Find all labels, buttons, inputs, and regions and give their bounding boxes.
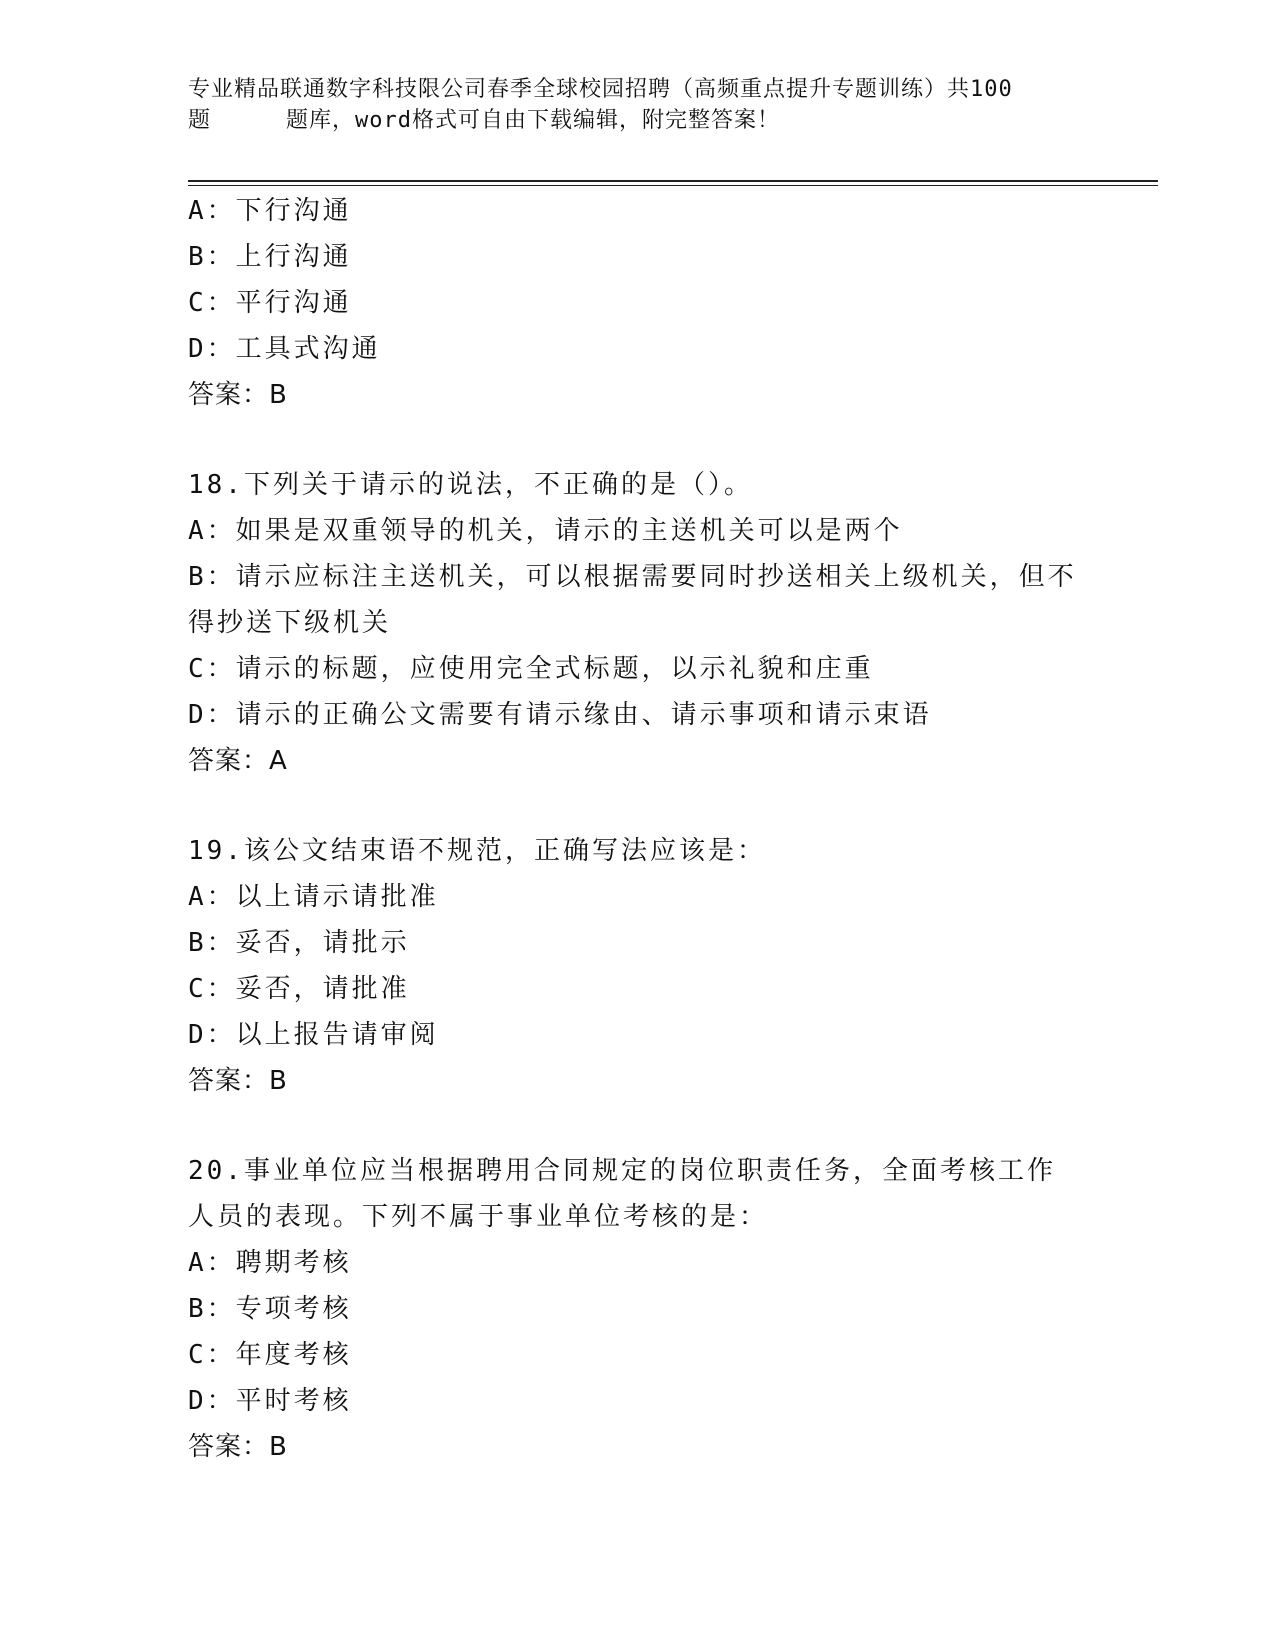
- header-title-line1: 专业精品联通数字科技限公司春季全球校园招聘（高频重点提升专题训练）共100: [188, 77, 1013, 102]
- question-text: 19.该公文结束语不规范，正确写法应该是：: [188, 836, 766, 866]
- question-text: 20.事业单位应当根据聘用合同规定的岗位职责任务，全面考核工作人员的表现。下列不属于事业单位考核的是：: [188, 1156, 1056, 1232]
- answer: 答案：B: [188, 1432, 288, 1462]
- option-b: B：请示应标注主送机关，可以根据需要同时抄送相关上级机关，但不得抄送下级机关: [188, 562, 1077, 638]
- option-a: A：聘期考核: [188, 1248, 352, 1278]
- option-b: B：妥否，请批示: [188, 928, 410, 958]
- option-c: C：年度考核: [188, 1340, 352, 1370]
- option-c: C：妥否，请批准: [188, 974, 410, 1004]
- header-rule-thin: [188, 185, 1158, 186]
- option-d: D：请示的正确公文需要有请示缘由、请示事项和请示束语: [188, 700, 932, 730]
- question-18: [188, 462, 1088, 784]
- option-d: D：平时考核: [188, 1386, 352, 1416]
- header-title-line2: [188, 105, 1088, 136]
- header-line2-lead: 题: [188, 108, 212, 133]
- option-a: A：下行沟通: [188, 196, 352, 226]
- spacer: [188, 784, 1088, 828]
- question-20: [188, 1148, 1088, 1470]
- option-b: B：专项考核: [188, 1294, 352, 1324]
- question-19: [188, 828, 1088, 1104]
- answer: 答案：B: [188, 380, 288, 410]
- question-text: 18.下列关于请示的说法，不正确的是（）。: [188, 470, 753, 500]
- option-d: D：工具式沟通: [188, 334, 381, 364]
- answer: 答案：B: [188, 1066, 288, 1096]
- question-17: [188, 188, 1088, 418]
- spacer: [188, 1104, 1088, 1148]
- header-line2-text: 题库，word格式可自由下载编辑，附完整答案！: [286, 108, 780, 133]
- option-d: D：以上报告请审阅: [188, 1020, 439, 1050]
- question-content: [188, 188, 1088, 1470]
- spacer: [188, 418, 1088, 462]
- header-rule-thick: [188, 180, 1158, 182]
- option-c: C：平行沟通: [188, 288, 352, 318]
- answer: 答案：A: [188, 746, 288, 776]
- page-header: [188, 74, 1088, 136]
- option-a: A：如果是双重领导的机关，请示的主送机关可以是两个: [188, 516, 903, 546]
- option-c: C：请示的标题，应使用完全式标题，以示礼貌和庄重: [188, 654, 874, 684]
- option-a: A：以上请示请批准: [188, 882, 439, 912]
- option-b: B：上行沟通: [188, 242, 352, 272]
